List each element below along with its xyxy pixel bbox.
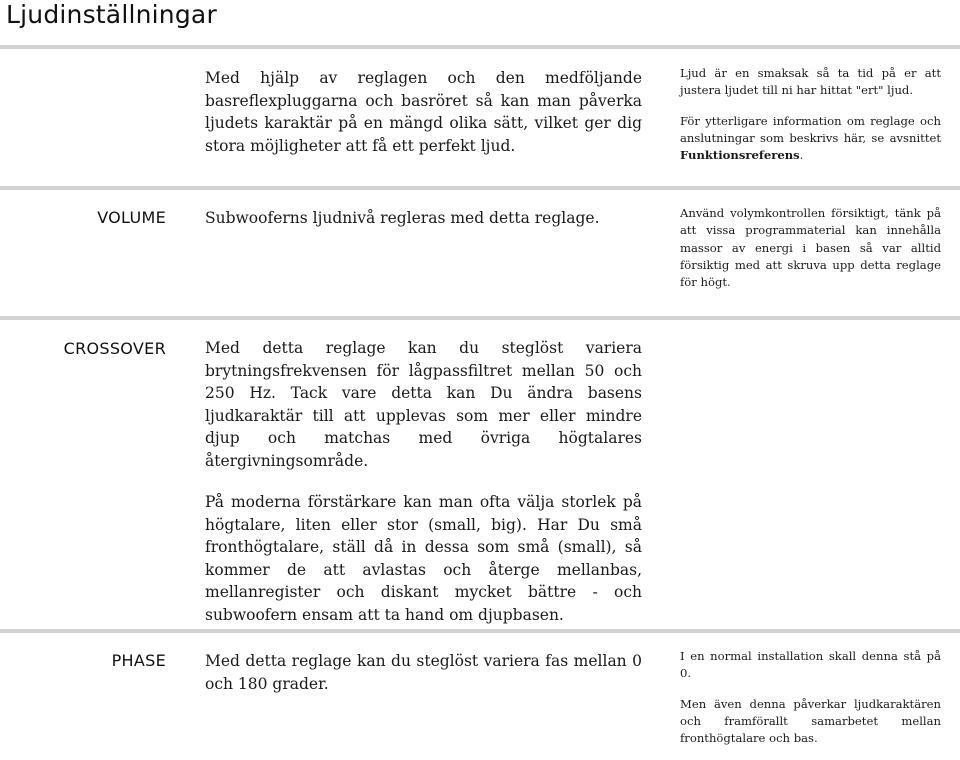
divider-top [0,45,960,49]
intro-paragraph: Med hjälp av reglagen och den medföljande basreflexpluggarna och basröret så kan man påverka ljudets karaktär på en mängd olika sätt, vilket ger dig stora möjligheter att få ett perfekt ljud. [205,69,642,155]
intro-notes [680,65,941,164]
phase-notes [680,648,941,747]
page-title: Ljudinställningar [6,0,217,29]
section-label-volume: VOLUME [97,208,166,227]
section-label-phase: PHASE [111,651,166,670]
phase-note-2: Men även denna påverkar ljudkaraktären och framförallt samarbetet mellan fronthögtalare och bas. [680,696,941,746]
divider-crossover [0,316,960,320]
phase-text [205,650,642,695]
crossover-paragraph-1: Med detta reglage kan du steglöst variera brytningsfrekvensen för lågpassfiltret mellan 50 och 250 Hz. Tack vare detta kan Du ändra basens ljudkaraktär till att upplevas som mer eller mindre djup och matchas med övriga högtalares återgivningsområde. [205,339,642,470]
section-label-crossover: CROSSOVER [63,339,166,358]
volume-text [205,207,642,230]
volume-note: Använd volymkontrollen försiktigt, tänk på att vissa programmaterial kan innehålla massor av energi i basen så var alltid försiktig med att skruva upp detta reglage för högt. [680,206,941,290]
function-reference-term: Funktionsreferens [680,148,800,163]
intro-text [205,67,642,157]
intro-note-2-end: . [799,148,804,163]
phase-note-1: I en normal installation skall denna stå på 0. [680,649,941,681]
crossover-text [205,337,642,626]
phase-paragraph: Med detta reglage kan du steglöst variera fas mellan 0 och 180 grader. [205,652,642,693]
intro-note-1: Ljud är en smaksak så ta tid på er att justera ljudet till ni har hittat "ert" ljud. [680,66,941,98]
volume-paragraph: Subwooferns ljudnivå regleras med detta reglage. [205,209,600,227]
divider-volume [0,186,960,190]
intro-note-2 [680,113,941,165]
divider-phase [0,629,960,633]
crossover-paragraph-2: På moderna förstärkare kan man ofta välja storlek på högtalare, liten eller stor (small, big). Har Du små fronthögtalare, ställ då in dessa som små (small), så kommer de att avlastas och återge mellanbas, mellanregister och diskant mycket bättre - och subwoofern ensam att ta hand om djupbasen. [205,493,642,624]
volume-notes [680,205,941,291]
intro-note-2-text: För ytterligare information om reglage och anslutningar som beskrivs här, se avsnittet [680,113,941,145]
